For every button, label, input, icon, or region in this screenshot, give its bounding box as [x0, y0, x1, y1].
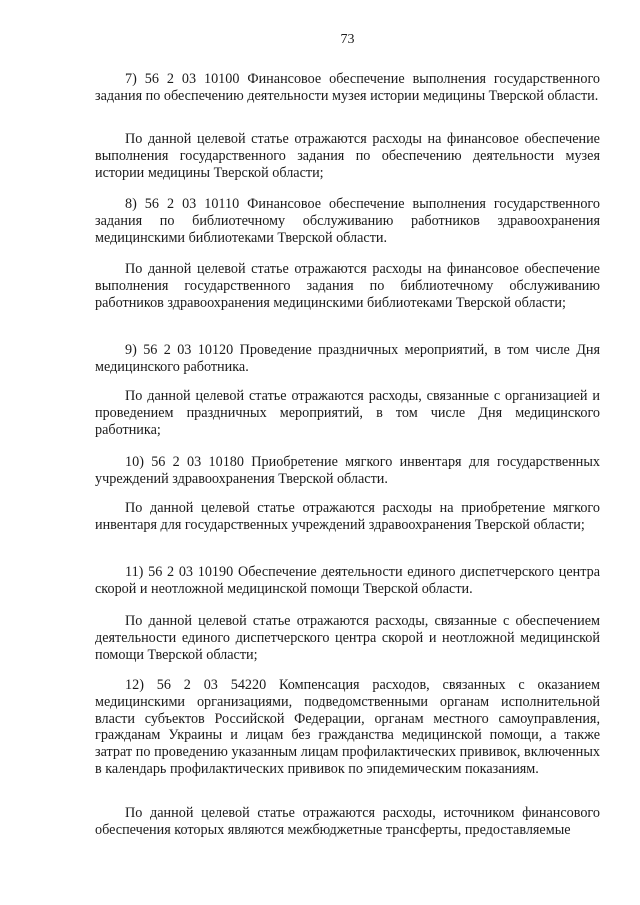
paragraph-item-11-title: 11) 56 2 03 10190 Обеспечение деятельности единого диспетчерского центра скорой и неотложной медицинской помощи Тверской области.	[95, 564, 600, 597]
paragraph-item-9-title: 9) 56 2 03 10120 Проведение праздничных мероприятий, в том числе Дня медицинского работника.	[95, 342, 600, 375]
paragraph-item-12-description: По данной целевой статье отражаются расходы, источником финансового обеспечения которых являются межбюджетные трансферты, предоставляемые	[95, 805, 600, 838]
paragraph-item-12-title: 12) 56 2 03 54220 Компенсация расходов, связанных с оказанием медицинскими организациями, подведомственными органам исполнительной власти субъектов Российской Федерации, органам местного самоуправления, гражданам Украины и лицам без гражданства медицинской помощи, а также затрат по проведению указанным лицам профилактических прививок, включенных в календарь профилактических прививок по эпидемическим показаниям.	[95, 677, 600, 777]
paragraph-item-11-description: По данной целевой статье отражаются расходы, связанные с обеспечением деятельности единого диспетчерского центра скорой и неотложной медицинской помощи Тверской области;	[95, 613, 600, 663]
paragraph-item-9-description: По данной целевой статье отражаются расходы, связанные с организацией и проведением праздничных мероприятий, в том числе Дня медицинского работника;	[95, 388, 600, 438]
page-number: 73	[340, 32, 355, 47]
paragraph-item-10-title: 10) 56 2 03 10180 Приобретение мягкого инвентаря для государственных учреждений здравоохранения Тверской области.	[95, 454, 600, 487]
paragraph-item-8-description: По данной целевой статье отражаются расходы на финансовое обеспечение выполнения государственного задания по библиотечному обслуживанию работников здравоохранения медицинскими библиотеками Тверской области;	[95, 261, 600, 311]
paragraph-item-7-title: 7) 56 2 03 10100 Финансовое обеспечение выполнения государственного задания по обеспечению деятельности музея истории медицины Тверской области.	[95, 71, 600, 104]
paragraph-item-7-description: По данной целевой статье отражаются расходы на финансовое обеспечение выполнения государственного задания по обеспечению деятельности музея истории медицины Тверской области;	[95, 131, 600, 181]
paragraph-item-10-description: По данной целевой статье отражаются расходы на приобретение мягкого инвентаря для государственных учреждений здравоохранения Тверской области;	[95, 500, 600, 533]
paragraph-item-8-title: 8) 56 2 03 10110 Финансовое обеспечение выполнения государственного задания по библиотечному обслуживанию работников здравоохранения медицинскими библиотеками Тверской области.	[95, 196, 600, 246]
